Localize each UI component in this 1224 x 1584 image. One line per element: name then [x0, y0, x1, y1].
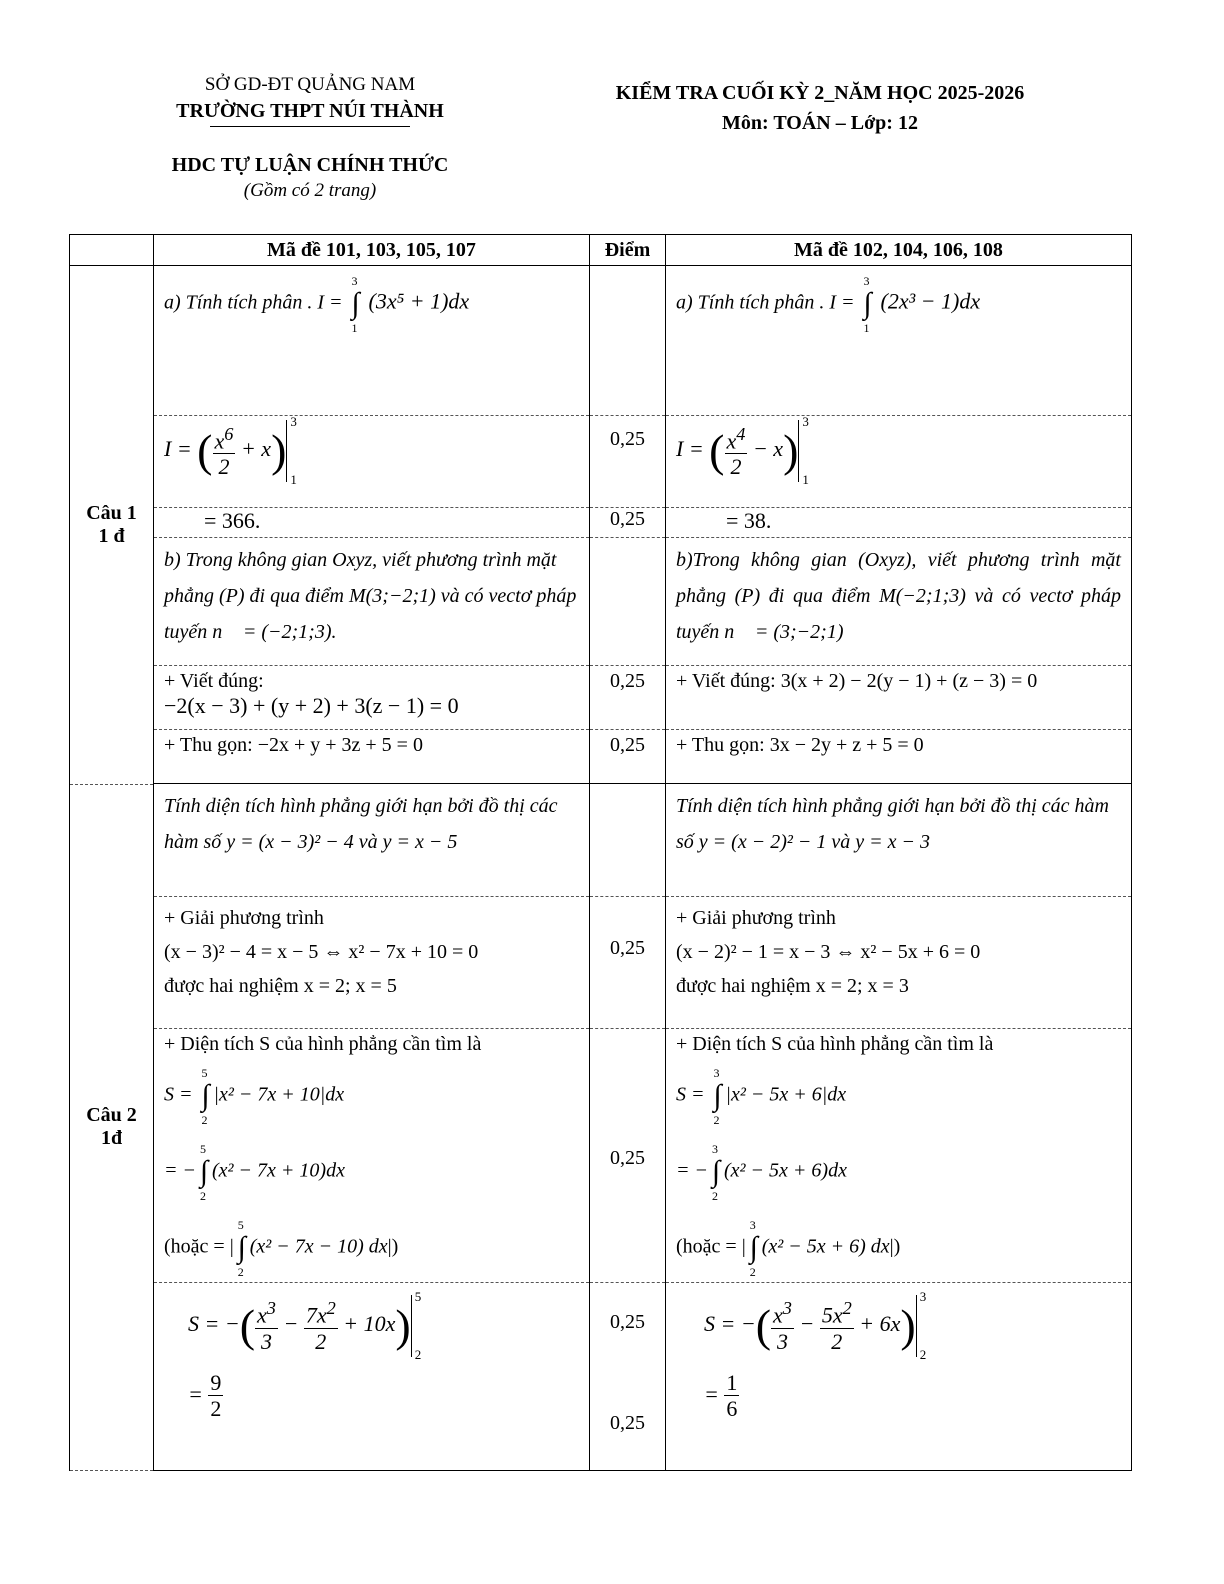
- result-numerator: 9: [210, 1369, 222, 1395]
- q2-area-s2-expr-left: (x² − 7x + 10)dx: [212, 1159, 345, 1182]
- q1-b-write-eq-left: −2(x − 3) + (y + 2) + 3(z − 1) = 0: [164, 693, 459, 718]
- q2-solve-label-left: + Giải phương trình: [164, 906, 324, 929]
- q1-b-prompt-left: b) Trong không gian Oxyz, viết phương trình mặt phẳng (P) đi qua điểm M(3;−2;1) và có vectơ pháp tuyến n⃗ = (−2;1;3).: [154, 538, 590, 666]
- q2-final-left: [154, 1282, 590, 1470]
- q2-solve-roots-left: được hai nghiệm x = 2; x = 5: [164, 974, 397, 997]
- integral-upper: 3: [749, 1217, 756, 1232]
- integral-sign: 5 ∫ 2: [199, 1141, 209, 1203]
- integral-lower: 2: [200, 1188, 206, 1203]
- school-underline: [210, 126, 410, 127]
- q2-area-alt-expr-right: (x² − 5x + 6) dx: [761, 1235, 890, 1258]
- q2-area-s1-left: S = 5 ∫ 2 |x² − 7x + 10|dx: [164, 1065, 345, 1127]
- q1-b-simplify-right: + Thu gọn: 3x − 2y + z + 5 = 0: [666, 730, 1132, 784]
- fraction: [724, 1371, 739, 1422]
- q2-area-right: [666, 1028, 1132, 1282]
- integral-sign: 3 ∫ 1: [351, 274, 360, 335]
- integral-lower: 2: [749, 1264, 756, 1279]
- integral-sign: 3 ∫ 1: [863, 274, 872, 335]
- integral-lower: 1: [863, 321, 870, 335]
- header-empty-cell: [70, 235, 154, 266]
- integral-upper: 3: [351, 274, 358, 288]
- q2-prompt-left: Tính diện tích hình phẳng giới hạn bởi đồ thị các hàm số y = (x − 3)² − 4 và y = x − 5: [154, 784, 590, 896]
- fraction: $\frac{x^4}{2}$: [726, 423, 746, 480]
- integral-sign: 5 ∫ 2: [237, 1217, 246, 1279]
- q2-area-left: [154, 1028, 590, 1282]
- q2-solve-eq-left: (x − 3)² − 4 = x − 5 ⇔ x² − 7x + 10 = 0: [164, 940, 479, 963]
- q1-b-prompt-pts: [590, 538, 666, 666]
- q1-b-simplify-pts: 0,25: [590, 730, 666, 784]
- q2-solve-left: [154, 896, 590, 1028]
- q1-b-simplify-left: + Thu gọn: −2x + y + 3z + 5 = 0: [154, 730, 590, 784]
- q2-final-right: [666, 1282, 1132, 1470]
- subject-line: Môn: TOÁN – Lớp: 12: [722, 112, 918, 134]
- q2-label-cell: [70, 784, 154, 1470]
- q1-b-simplify-row: [70, 730, 1132, 784]
- fraction: $\frac{x^3}{3}$: [257, 1298, 276, 1354]
- q1-label-cell: [70, 266, 154, 785]
- q1-b-write-row: [70, 666, 1132, 730]
- q1-a-step1-row: [70, 416, 1132, 508]
- integral-lower: 2: [713, 1112, 720, 1127]
- q2-label: Câu 2: [86, 1104, 137, 1126]
- result-numerator: 1: [726, 1369, 738, 1395]
- q1-a-integrand-left: (3x⁵ + 1)dx: [368, 288, 470, 314]
- q2-area-pts: 0,25: [590, 1028, 666, 1282]
- q1-b-prompt-row: [70, 538, 1132, 666]
- q2-prompt-row: [70, 784, 1132, 896]
- fraction: $\frac{7x^2}{2}$: [305, 1298, 336, 1354]
- q1-a-prompt-row: [70, 266, 1132, 416]
- q2-final-value-left: = $\frac{9}{2}$: [188, 1369, 222, 1421]
- q2-area-s1-right: S = 3 ∫ 2 |x² − 5x + 6|dx: [676, 1065, 847, 1127]
- q2-prompt-right: Tính diện tích hình phẳng giới hạn bởi đồ thị các hàm số y = (x − 2)² − 1 và y = x − 3: [666, 784, 1132, 896]
- integral-upper: 3: [863, 274, 870, 288]
- q2-area-s2-right: = − 3 ∫ 2 (x² − 5x + 6)dx: [676, 1141, 847, 1203]
- q1-a-step2-row: [70, 508, 1132, 538]
- integral-upper: 5: [201, 1065, 208, 1080]
- integral-upper: 5: [237, 1217, 244, 1232]
- q2-solve-row: [70, 896, 1132, 1028]
- header-right: [560, 78, 1080, 138]
- document-title-block: [140, 152, 480, 204]
- q2-area-label-left: + Diện tích S của hình phẳng cần tìm là: [164, 1032, 482, 1055]
- q2-solve-label-right: + Giải phương trình: [676, 906, 836, 929]
- q1-a-text-right: a) Tính tích phân . I =: [676, 291, 855, 314]
- q1-a-result-left: = 366.: [154, 508, 590, 538]
- integral-sign: 3 ∫ 2: [711, 1141, 721, 1203]
- q2-final-value-right: = $\frac{1}{6}$: [704, 1369, 738, 1421]
- fraction: $\frac{x^6}{2}$: [214, 423, 234, 480]
- result-denominator: 2: [210, 1395, 222, 1421]
- evaluation-bar: 3 2: [916, 1295, 929, 1357]
- document-title: HDC TỰ LUẬN CHÍNH THỨC: [171, 154, 449, 176]
- integral-sign: 5 ∫ 2: [201, 1065, 210, 1127]
- q1-a-prompt-right: [666, 266, 1132, 416]
- q2-final-pts-2: 0,25: [610, 1411, 645, 1434]
- q1-a-prompt-left: [154, 266, 590, 416]
- q1-b-write-label: + Viết đúng:: [164, 670, 264, 692]
- q2-area-s1-expr-right: |x² − 5x + 6|dx: [725, 1083, 847, 1106]
- evaluation-bar: 5 2: [411, 1295, 424, 1357]
- fraction: $\frac{5x^2}{2}$: [821, 1298, 852, 1354]
- integral-upper: 3: [712, 1141, 718, 1156]
- q2-solve-pts: 0,25: [590, 896, 666, 1028]
- answer-table: [69, 234, 1132, 1471]
- result-denominator: 6: [726, 1395, 738, 1421]
- q2-points: 1đ: [100, 1127, 123, 1149]
- document-note: (Gồm có 2 trang): [243, 180, 377, 201]
- q2-prompt-pts: [590, 784, 666, 896]
- q2-area-alt-left: (hoặc = | 5 ∫ 2 (x² − 7x − 10) dx|): [164, 1217, 399, 1279]
- q2-solve-eq-right: (x − 2)² − 1 = x − 3 ⇔ x² − 5x + 6 = 0: [676, 940, 981, 963]
- q1-b-prompt-right: b)Trong không gian (Oxyz), viết phương trình mặt phẳng (P) đi qua điểm M(−2;1;3) và có vectơ pháp tuyến n⃗ = (3;−2;1): [666, 538, 1132, 666]
- integral-sign: 3 ∫ 2: [749, 1217, 758, 1279]
- q1-points: 1 đ: [98, 524, 125, 547]
- q2-area-s1-expr-left: |x² − 7x + 10|dx: [213, 1083, 345, 1106]
- q1-a-antideriv-right: I = ( $\frac{x^4}{2}$ − x) 3 1: [666, 416, 1132, 508]
- integral-sign: 3 ∫ 2: [713, 1065, 722, 1127]
- header-right-codes: Mã đề 102, 104, 106, 108: [666, 235, 1132, 266]
- evaluation-bar: 3 1: [286, 420, 299, 482]
- q2-final-pts-cell: [590, 1282, 666, 1470]
- department-name: SỞ GD-ĐT QUẢNG NAM: [204, 74, 416, 95]
- q2-final-antideriv-left: S = −( $\frac{x^3}{3}$ − $\frac{7x^2}{2}$ + 10x) 5 2: [188, 1295, 579, 1357]
- header-points: Điểm: [590, 235, 666, 266]
- q2-final-pts-1: 0,25: [610, 1310, 645, 1333]
- table-header-row: [70, 235, 1132, 266]
- header-left-codes: Mã đề 101, 103, 105, 107: [154, 235, 590, 266]
- q2-area-alt-expr-left: (x² − 7x − 10) dx: [249, 1235, 388, 1258]
- integral-lower: 2: [712, 1188, 718, 1203]
- school-name: TRƯỜNG THPT NÚI THÀNH: [176, 100, 444, 122]
- q2-area-s2-left: = − 5 ∫ 2 (x² − 7x + 10)dx: [164, 1141, 345, 1203]
- exam-title: KIỂM TRA CUỐI KỲ 2_NĂM HỌC 2025-2026: [615, 82, 1025, 104]
- integral-lower: 1: [351, 321, 358, 335]
- q1-a-text-left: a) Tính tích phân . I =: [164, 291, 343, 314]
- q2-area-label-right: + Diện tích S của hình phẳng cần tìm là: [676, 1032, 994, 1055]
- q2-final-antideriv-right: S = −( $\frac{x^3}{3}$ − $\frac{5x^2}{2}$ + 6x) 3 2: [704, 1295, 1121, 1357]
- q1-a-prompt-pts: [590, 266, 666, 416]
- q1-a-integrand-right: (2x³ − 1)dx: [880, 288, 981, 314]
- q1-a-antideriv-left: I = ( $\frac{x^6}{2}$ + x) 3 1: [154, 416, 590, 508]
- q1-b-write-left: [154, 666, 590, 730]
- q2-solve-roots-right: được hai nghiệm x = 2; x = 3: [676, 974, 909, 997]
- integral-lower: 2: [237, 1264, 244, 1279]
- q1-b-write-right: + Viết đúng: 3(x + 2) − 2(y − 1) + (z − 3) = 0: [666, 666, 1132, 730]
- fraction: $\frac{x^3}{3}$: [773, 1298, 792, 1354]
- q1-b-write-pts: 0,25: [590, 666, 666, 730]
- header-left: [150, 72, 470, 127]
- integral-upper: 3: [713, 1065, 720, 1080]
- q2-area-row: [70, 1028, 1132, 1282]
- q2-area-alt-right: (hoặc = | 3 ∫ 2 (x² − 5x + 6) dx|): [676, 1217, 901, 1279]
- q1-label: Câu 1: [86, 501, 137, 524]
- integral-lower: 2: [201, 1112, 208, 1127]
- integral-upper: 5: [200, 1141, 206, 1156]
- q1-a-step2-pts: 0,25: [590, 508, 666, 538]
- q2-final-row: [70, 1282, 1132, 1470]
- q2-area-s2-expr-right: (x² − 5x + 6)dx: [724, 1159, 847, 1182]
- q1-a-result-right: = 38.: [666, 508, 1132, 538]
- q2-solve-right: [666, 896, 1132, 1028]
- fraction: [208, 1371, 223, 1422]
- q1-a-step1-pts: 0,25: [590, 416, 666, 508]
- evaluation-bar: 3 1: [798, 420, 811, 482]
